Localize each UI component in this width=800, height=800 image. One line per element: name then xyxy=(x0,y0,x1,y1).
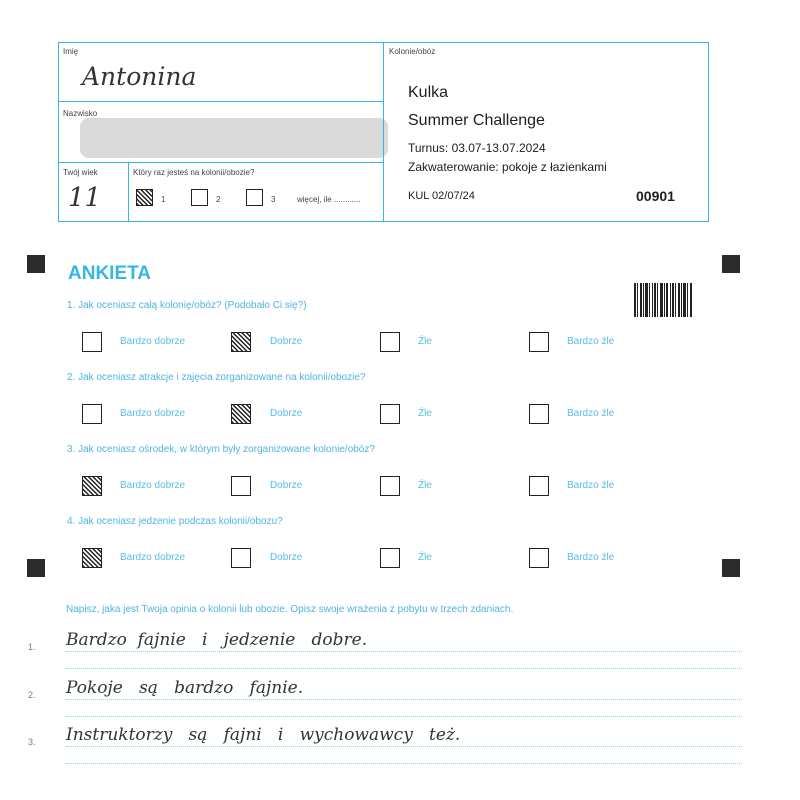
question-text: 2. Jak oceniasz atrakcje i zajęcia zorganizowane na kolonii/obozie? xyxy=(67,372,366,383)
times-checkbox-3[interactable] xyxy=(246,189,263,206)
answer-option-label: Bardzo dobrze xyxy=(120,408,186,419)
answer-checkbox[interactable] xyxy=(231,476,251,496)
accommodation: Zakwaterowanie: pokoje z łazienkami xyxy=(408,160,607,174)
times-checkbox-2[interactable] xyxy=(191,189,208,206)
answer-checkbox[interactable] xyxy=(529,548,549,568)
answer-checkbox[interactable] xyxy=(231,404,251,424)
barcode xyxy=(634,283,692,317)
divider xyxy=(58,162,384,163)
writing-line xyxy=(66,716,742,717)
answer-option-label: Bardzo źle xyxy=(567,480,615,491)
divider xyxy=(58,101,384,102)
answer-option-label: Źle xyxy=(418,552,432,563)
surname-label: Nazwisko xyxy=(63,109,98,118)
answer-checkbox[interactable] xyxy=(380,548,400,568)
answer-option-label: Bardzo źle xyxy=(567,336,615,347)
answer-option-label: Bardzo dobrze xyxy=(120,480,186,491)
answer-option-label: Dobrze xyxy=(270,336,303,347)
times-checkbox-1[interactable] xyxy=(136,189,153,206)
answer-option-label: Bardzo dobrze xyxy=(120,552,186,563)
form-number: 00901 xyxy=(636,188,675,204)
answer-checkbox[interactable] xyxy=(380,332,400,352)
age-label: Twój wiek xyxy=(63,168,98,177)
handwritten-answer[interactable]: Bardzo fajnie i jedzenie dobre. xyxy=(66,630,368,650)
answer-checkbox[interactable] xyxy=(82,476,102,496)
turnus: Turnus: 03.07-13.07.2024 xyxy=(408,141,546,155)
times-option-label: 2 xyxy=(216,195,221,204)
answer-checkbox[interactable] xyxy=(231,548,251,568)
answer-checkbox[interactable] xyxy=(231,332,251,352)
question-text: 1. Jak oceniasz całą kolonię/obóz? (Podobało Ci się?) xyxy=(67,300,307,311)
answer-checkbox[interactable] xyxy=(529,332,549,352)
name-label: Imię xyxy=(63,47,79,56)
surname-redaction xyxy=(80,118,388,158)
times-option-label: 3 xyxy=(271,195,276,204)
answer-option-label: Bardzo dobrze xyxy=(120,336,186,347)
times-label: Który raz jesteś na kolonii/obozie? xyxy=(133,168,255,177)
answer-option-label: Źle xyxy=(418,408,432,419)
age-value[interactable]: 11 xyxy=(68,183,102,213)
answer-option-label: Źle xyxy=(418,336,432,347)
line-number: 1. xyxy=(28,642,36,652)
answer-option-label: Dobrze xyxy=(270,480,303,491)
writing-line xyxy=(66,651,742,652)
handwritten-answer[interactable]: Pokoje są bardzo fajnie. xyxy=(66,678,304,698)
divider xyxy=(128,162,129,222)
answer-checkbox[interactable] xyxy=(529,404,549,424)
question-text: 3. Jak oceniasz ośrodek, w którym były zorganizowane kolonie/obóz? xyxy=(67,444,375,455)
scan-marker xyxy=(27,255,45,273)
writing-line xyxy=(66,746,742,747)
line-number: 2. xyxy=(28,690,36,700)
camp-program: Summer Challenge xyxy=(408,112,545,129)
answer-option-label: Bardzo źle xyxy=(567,408,615,419)
times-more-label: więcej, ile ............ xyxy=(297,195,361,204)
line-number: 3. xyxy=(28,737,36,747)
camp-label: Kolonie/obóz xyxy=(389,47,436,56)
camp-name: Kulka xyxy=(408,84,449,101)
answer-checkbox[interactable] xyxy=(380,404,400,424)
answer-option-label: Bardzo źle xyxy=(567,552,615,563)
times-option-label: 1 xyxy=(161,195,166,204)
writing-line xyxy=(66,699,742,700)
answer-option-label: Źle xyxy=(418,480,432,491)
survey-title: ANKIETA xyxy=(68,263,152,284)
question-text: 4. Jak oceniasz jedzenie podczas kolonii/obozu? xyxy=(67,516,283,527)
opinion-prompt: Napisz, jaka jest Twoja opinia o kolonii lub obozie. Opisz swoje wrażenia z pobytu w trzech zdaniach. xyxy=(66,604,514,615)
camp-code: KUL 02/07/24 xyxy=(408,190,475,202)
answer-checkbox[interactable] xyxy=(82,548,102,568)
answer-option-label: Dobrze xyxy=(270,552,303,563)
answer-checkbox[interactable] xyxy=(82,332,102,352)
handwritten-answer[interactable]: Instruktorzy są fajni i wychowawcy też. xyxy=(66,725,461,745)
scan-marker xyxy=(722,255,740,273)
answer-checkbox[interactable] xyxy=(529,476,549,496)
writing-line xyxy=(66,763,742,764)
scan-marker xyxy=(722,559,740,577)
name-value[interactable]: Antonina xyxy=(82,62,197,91)
answer-checkbox[interactable] xyxy=(82,404,102,424)
scan-marker xyxy=(27,559,45,577)
writing-line xyxy=(66,668,742,669)
answer-checkbox[interactable] xyxy=(380,476,400,496)
answer-option-label: Dobrze xyxy=(270,408,303,419)
